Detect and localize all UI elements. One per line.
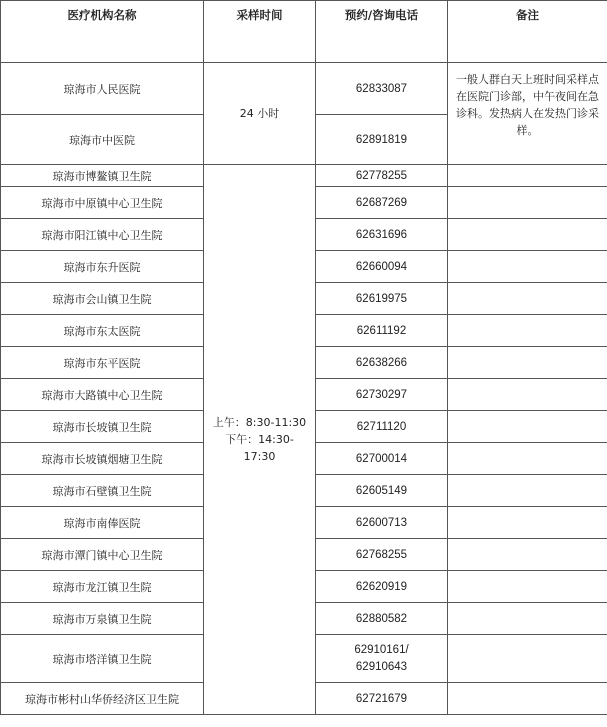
institution-name: 琼海市东太医院 [1,315,204,347]
header-note: 备注 [448,1,607,63]
phone-number: 62631696 [316,219,448,251]
institution-name: 琼海市塔洋镇卫生院 [1,635,204,683]
institution-name: 琼海市万泉镇卫生院 [1,603,204,635]
institution-name: 琼海市会山镇卫生院 [1,283,204,315]
institution-name: 琼海市东升医院 [1,251,204,283]
note-cell-empty [448,219,607,251]
phone-number: 62611192 [316,315,448,347]
phone-number: 62605149 [316,475,448,507]
note-cell-empty [448,187,607,219]
phone-number: 62600713 [316,507,448,539]
institution-name: 琼海市潭门镇中心卫生院 [1,539,204,571]
institution-name: 琼海市石壁镇卫生院 [1,475,204,507]
note-cell-empty [448,539,607,571]
note-cell-empty [448,635,607,683]
phone-number: 62619975 [316,283,448,315]
sampling-hours-daytime [204,165,316,715]
note-cell-empty [448,475,607,507]
institution-name: 琼海市阳江镇中心卫生院 [1,219,204,251]
institution-name: 琼海市长坡镇卫生院 [1,411,204,443]
phone-number: 62833087 [316,63,448,115]
institution-name: 琼海市中原镇中心卫生院 [1,187,204,219]
phone-number: 62721679 [316,683,448,715]
sampling-hours-24h: 24 小时 [204,63,316,165]
institution-name: 琼海市中医院 [1,115,204,165]
table-row [1,165,607,187]
note-cell-empty [448,603,607,635]
note-cell-empty [448,683,607,715]
note-cell-empty [448,165,607,187]
phone-number: 62711120 [316,411,448,443]
phone-number-secondary: 62910643 [355,660,408,673]
institution-name: 琼海市东平医院 [1,347,204,379]
table-row [1,63,607,115]
institution-name: 琼海市博鳌镇卫生院 [1,165,204,187]
institution-name: 琼海市彬村山华侨经济区卫生院 [1,683,204,715]
phone-number [316,635,448,683]
institution-name: 琼海市长坡镇烟塘卫生院 [1,443,204,475]
phone-number: 62768255 [316,539,448,571]
header-phone: 预约/咨询电话 [316,1,448,63]
phone-number: 62700014 [316,443,448,475]
note-cell-empty [448,571,607,603]
header-sampling-time: 采样时间 [204,1,316,63]
note-cell-empty [448,379,607,411]
header-row [1,1,607,63]
phone-number: 62730297 [316,379,448,411]
phone-number: 62620919 [316,571,448,603]
note-cell-empty [448,411,607,443]
note-cell-empty [448,251,607,283]
institution-name: 琼海市南俸医院 [1,507,204,539]
note-cell-empty [448,443,607,475]
hours-afternoon-end: 17:30 [243,450,276,463]
institution-name: 琼海市大路镇中心卫生院 [1,379,204,411]
phone-number-primary: 62910161/ [354,643,409,656]
phone-number: 62891819 [316,115,448,165]
note-cell-empty [448,347,607,379]
header-institution: 医疗机构名称 [1,1,204,63]
note-cell-empty [448,283,607,315]
note-cell-empty [448,315,607,347]
phone-number: 62687269 [316,187,448,219]
phone-number: 62778255 [316,165,448,187]
institution-name: 琼海市龙江镇卫生院 [1,571,204,603]
note-text: 一般人群白天上班时间采样点在医院门诊部，中午夜间在急诊科。发热病人在发热门诊采样。 [448,63,607,165]
phone-number: 62638266 [316,347,448,379]
phone-number: 62880582 [316,603,448,635]
hours-morning: 上午：8:30-11:30 [212,416,307,429]
phone-number: 62660094 [316,251,448,283]
hours-afternoon: 下午：14:30- [225,433,294,446]
institution-name: 琼海市人民医院 [1,63,204,115]
note-cell-empty [448,507,607,539]
